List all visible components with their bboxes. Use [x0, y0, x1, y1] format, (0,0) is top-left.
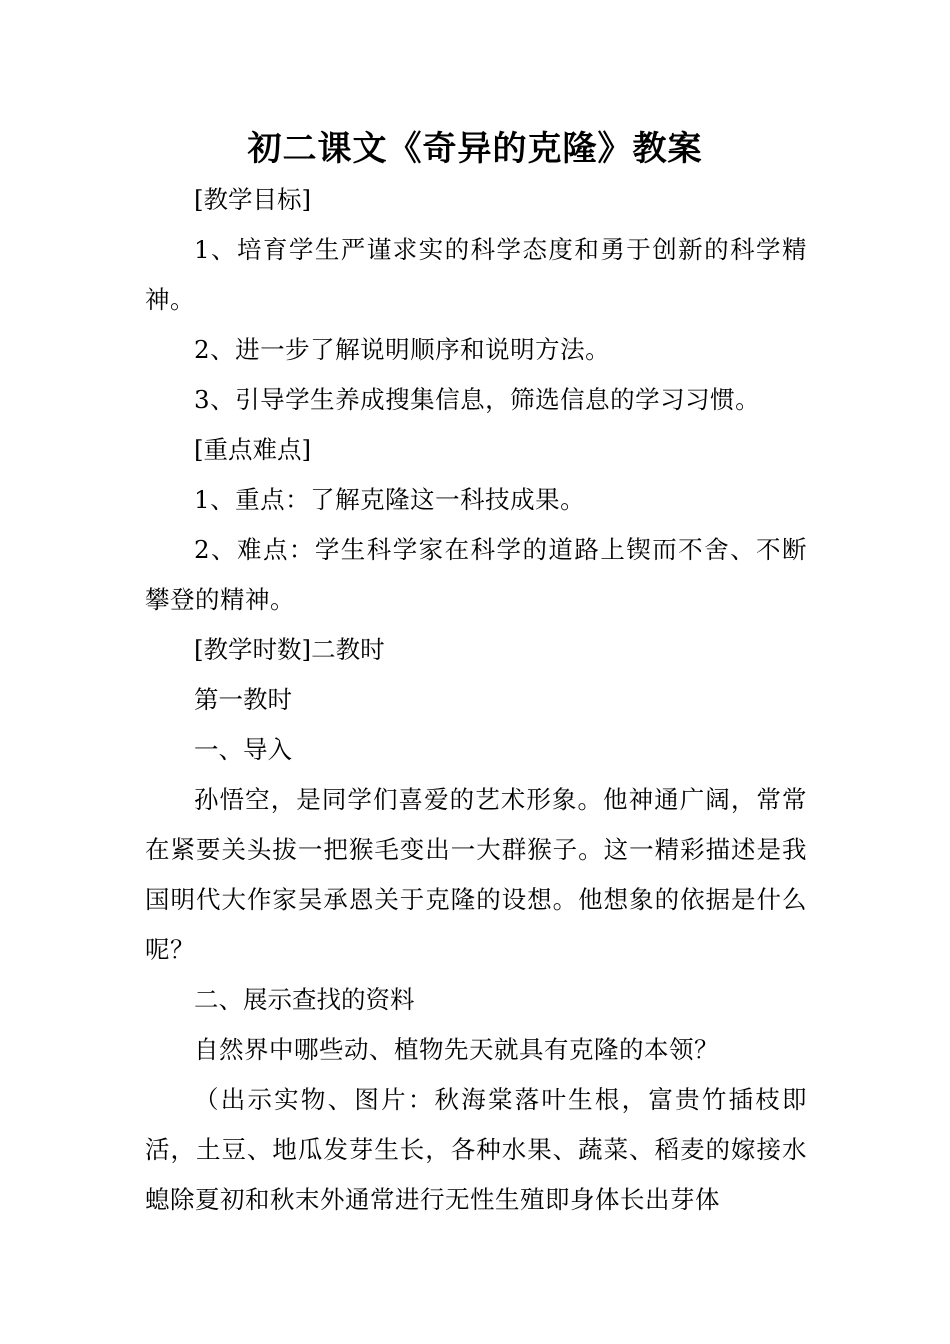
section-heading-key-points: [重点难点] — [194, 435, 312, 464]
paragraph-objective-1: 1、培育学生严谨求实的科学态度和勇于创新的科学精神。 — [145, 235, 807, 314]
section-heading-objectives: [教学目标] — [194, 185, 312, 214]
paragraph-introduction: 孙悟空，是同学们喜爱的艺术形象。他神通广阔，常常在紧要关头拔一把猴毛变出一大群猴子。这一精彩描述是我国明代大作家吴承恩关于克隆的设想。他想象的依据是什么呢？ — [145, 785, 807, 964]
section-heading-lesson-count: [教学时数]二教时 — [194, 635, 385, 664]
document-title: 初二课文《奇异的克隆》教案 — [247, 129, 703, 169]
paragraph-key-point-2: 2、难点：学生科学家在科学的道路上锲而不舍、不断攀登的精神。 — [145, 535, 807, 614]
paragraph-objective-3: 3、引导学生养成搜集信息，筛选信息的学习习惯。 — [194, 385, 761, 414]
document-body — [145, 175, 807, 1225]
paragraph-key-point-1: 1、重点：了解克隆这一科技成果。 — [194, 485, 586, 514]
paragraph-question: 自然界中哪些动、植物先天就具有克隆的本领？ — [194, 1035, 719, 1064]
section-heading-first-lesson: 第一教时 — [194, 685, 292, 714]
paragraph-objective-2: 2、进一步了解说明顺序和说明方法。 — [194, 335, 611, 364]
paragraph-materials: （出示实物、图片：秋海棠落叶生根，富贵竹插枝即活，土豆、地瓜发芽生长，各种水果、蔬菜、稻麦的嫁接水螅除夏初和秋末外通常进行无性生殖即身体长出芽体 — [145, 1085, 807, 1214]
section-heading-introduction: 一、导入 — [194, 735, 292, 764]
section-heading-materials: 二、展示查找的资料 — [194, 985, 415, 1014]
